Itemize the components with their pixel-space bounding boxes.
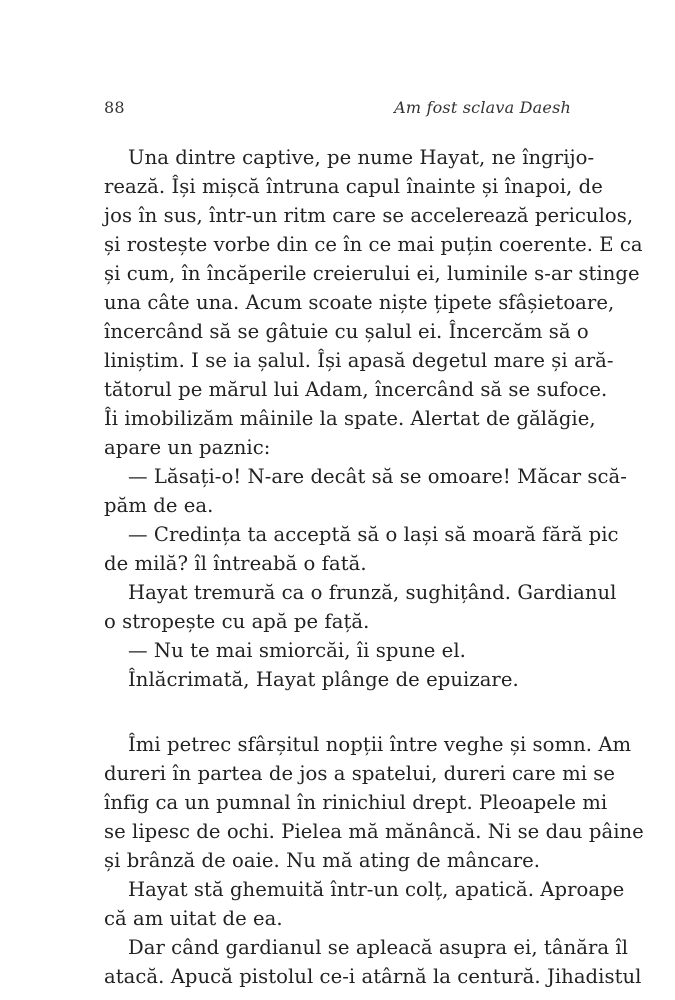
section-break [104, 694, 574, 730]
text-line: tătorul pe mărul lui Adam, încercând să se sufoce. [104, 378, 608, 401]
text-line: liniștim. I se ia șalul. Își apasă degetul mare și ară- [104, 349, 614, 372]
text-line: Îi imobilizăm mâinile la spate. Alertat de gălăgie, [104, 407, 596, 430]
text-line: jos în sus, într-un ritm care se accelerează periculos, [104, 204, 634, 227]
text-line: se lipesc de ochi. Pielea mă mănâncă. Ni se dau pâine [104, 820, 644, 843]
text-line: atacă. Apucă pistolul ce-i atârnă la centură. Jihadistul [104, 965, 642, 988]
text-line: de milă? îl întreabă o fată. [104, 552, 367, 575]
running-title: Am fost sclava Daesh [394, 98, 571, 117]
text-line: Una dintre captive, pe nume Hayat, ne îngrijo- [128, 146, 595, 169]
text-line: încercând să se gâtuie cu șalul ei. Încercăm să o [104, 320, 589, 343]
text-line: și rostește vorbe din ce în ce mai puțin coerente. E ca [104, 233, 643, 256]
text-line: înfig ca un pumnal în rinichiul drept. Pleoapele mi [104, 791, 608, 814]
page-header [104, 98, 571, 126]
dialogue-line: — Credința ta acceptă să o lași să moară fără pic [128, 523, 619, 546]
text-line: Înlăcrimată, Hayat plânge de epuizare. [128, 668, 519, 691]
text-line: Dar când gardianul se apleacă asupra ei, tânăra îl [128, 936, 629, 959]
text-line: una câte una. Acum scoate niște țipete sfâșietoare, [104, 291, 615, 314]
page-body [104, 143, 644, 991]
text-line: o stropește cu apă pe față. [104, 610, 370, 633]
text-line: și brânză de oaie. Nu mă ating de mâncare. [104, 849, 541, 872]
text-line: Hayat tremură ca o frunză, sughițând. Gardianul [128, 581, 617, 604]
text-line: că am uitat de ea. [104, 907, 283, 930]
dialogue-line: — Lăsați-o! N-are decât să se omoare! Măcar scă- [128, 465, 627, 488]
page-number: 88 [104, 98, 125, 117]
text-line: rează. Își mișcă întruna capul înainte și înapoi, de [104, 175, 603, 198]
text-line: dureri în partea de jos a spatelui, dureri care mi se [104, 762, 616, 785]
text-line: păm de ea. [104, 494, 214, 517]
text-line: apare un paznic: [104, 436, 271, 459]
text-line: și cum, în încăperile creierului ei, luminile s-ar stinge [104, 262, 640, 285]
text-line: Îmi petrec sfârșitul nopții între veghe și somn. Am [128, 733, 632, 756]
text-line: Hayat stă ghemuită într-un colț, apatică. Aproape [128, 878, 625, 901]
dialogue-line: — Nu te mai smiorcăi, îi spune el. [128, 639, 466, 662]
